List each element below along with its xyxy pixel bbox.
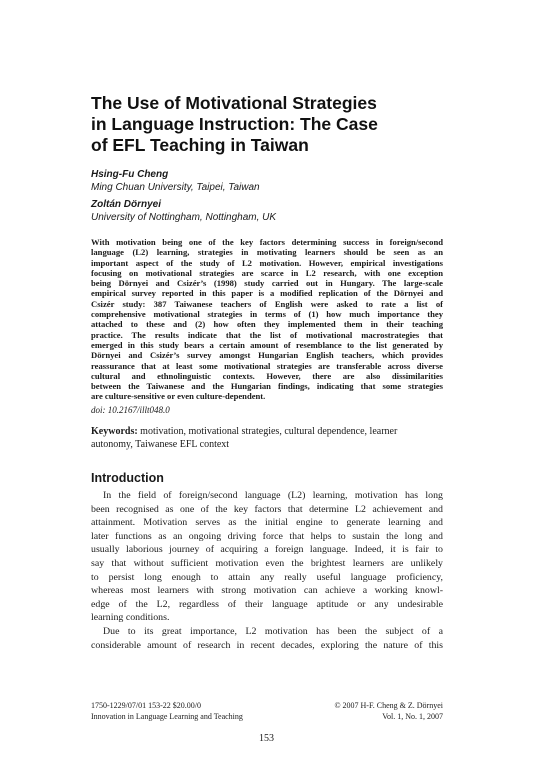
doi-link[interactable]: doi: 10.2167/illt048.0	[91, 405, 170, 415]
introduction-body	[91, 489, 443, 652]
abstract-line: between the Taiwanese and the Hungarian findings, indicating that some strategies	[91, 381, 443, 392]
keywords-label: Keywords:	[91, 426, 138, 437]
keywords-line: autonomy, Taiwanese EFL context	[91, 439, 230, 450]
author-affiliation: University of Nottingham, Nottingham, UK	[91, 212, 277, 223]
body-line: Due to its great importance, L2 motivation has been the subject of a	[103, 625, 443, 637]
body-line: learning conditions.	[91, 612, 170, 624]
body-line: later functions as an ongoing driving force that helps to sustain the long and	[91, 530, 443, 542]
footer-issn: 1750-1229/07/01 153-22 $20.00/0	[91, 701, 201, 710]
footer-left	[91, 701, 243, 722]
abstract-line: cultural and ethnolinguistic contexts. However, there are also dissimilarities	[91, 370, 443, 381]
abstract-line: important aspect of the study of L2 motivation. However, empirical investigations	[91, 257, 443, 268]
abstract-line: Csizér study: 387 Taiwanese teachers of English were asked to rate a list of	[91, 298, 443, 309]
abstract-line: comprehensive motivational strategies in terms of (1) how much importance they	[91, 309, 443, 320]
body-line: been recognised as one of the key factors that determine L2 achievement and	[91, 503, 443, 515]
footer-journal: Innovation in Language Learning and Teaching	[91, 711, 243, 721]
abstract-line: attached to these and (2) how often they implemented them in their teaching	[91, 319, 443, 330]
title-line: of EFL Teaching in Taiwan	[91, 135, 309, 155]
body-line: considerable amount of research in recent decades, exploring the nature of this	[91, 639, 443, 651]
abstract-line: focusing on motivational strategies are scarce in L2 research, with one exception	[91, 267, 443, 278]
abstract-line: reassurance that at least some motivational strategies are transferable across diverse	[91, 360, 443, 371]
abstract-line: language (L2) learning, strategies in motivating learners should be seen as an	[91, 247, 443, 258]
author-name: Zoltán Dörnyei	[91, 199, 162, 210]
abstract-line: practice. The results indicate that the list of motivational macrostrategies that	[91, 329, 443, 340]
abstract-line: being Dörnyei and Csizér’s (1998) study carried out in Hungary. The large-scale	[91, 278, 443, 289]
footer-volume: Vol. 1, No. 1, 2007	[382, 711, 443, 721]
body-line: attainment. Motivation serves as the initial engine to generate learning and	[91, 517, 443, 529]
author-name: Hsing-Fu Cheng	[91, 169, 169, 180]
keywords	[91, 425, 443, 451]
section-heading-introduction: Introduction	[91, 471, 164, 485]
abstract-line: are culture-sensitive or even culture-dependent.	[91, 391, 266, 402]
abstract-line: With motivation being one of the key factors determining success in foreign/second	[91, 237, 443, 247]
page-number: 153	[259, 733, 274, 744]
author-list	[91, 168, 443, 228]
abstract-line: Dörnyei and Csizér’s survey amongst Hungarian English teachers, which provides	[91, 350, 443, 361]
body-line: whereas most learners with strong motivation can achieve a working knowl-	[91, 585, 443, 597]
body-line: to persist long enough to attain any really useful language proficiency,	[91, 571, 443, 583]
author-affiliation: Ming Chuan University, Taipei, Taiwan	[91, 182, 260, 193]
body-line: usually laborious journey of acquiring a foreign language. Indeed, it is fair to	[91, 544, 443, 556]
body-line: say that without sufficient motivation even the brightest learners are unlikely	[91, 557, 443, 569]
keywords-text: motivation, motivational strategies, cultural dependence, learner	[137, 426, 398, 437]
title-line: The Use of Motivational Strategies	[91, 93, 377, 113]
footer-right	[300, 701, 443, 722]
title-line: in Language Instruction: The Case	[91, 114, 378, 134]
abstract	[91, 237, 443, 402]
footer-copyright: © 2007 H-F. Cheng & Z. Dörnyei	[334, 701, 443, 710]
body-line: edge of the L2, regardless of their language aptitude or any undesirable	[91, 598, 443, 610]
abstract-line: emerged in this study bears a certain amount of resemblance to the list generated by	[91, 339, 443, 350]
paper-title	[91, 93, 431, 156]
keywords-line	[91, 425, 443, 438]
abstract-line: empirical survey reported in this paper is a modified replication of the Dörnyei and	[91, 288, 443, 299]
body-line: In the field of foreign/second language (L2) learning, motivation has long	[103, 490, 443, 501]
